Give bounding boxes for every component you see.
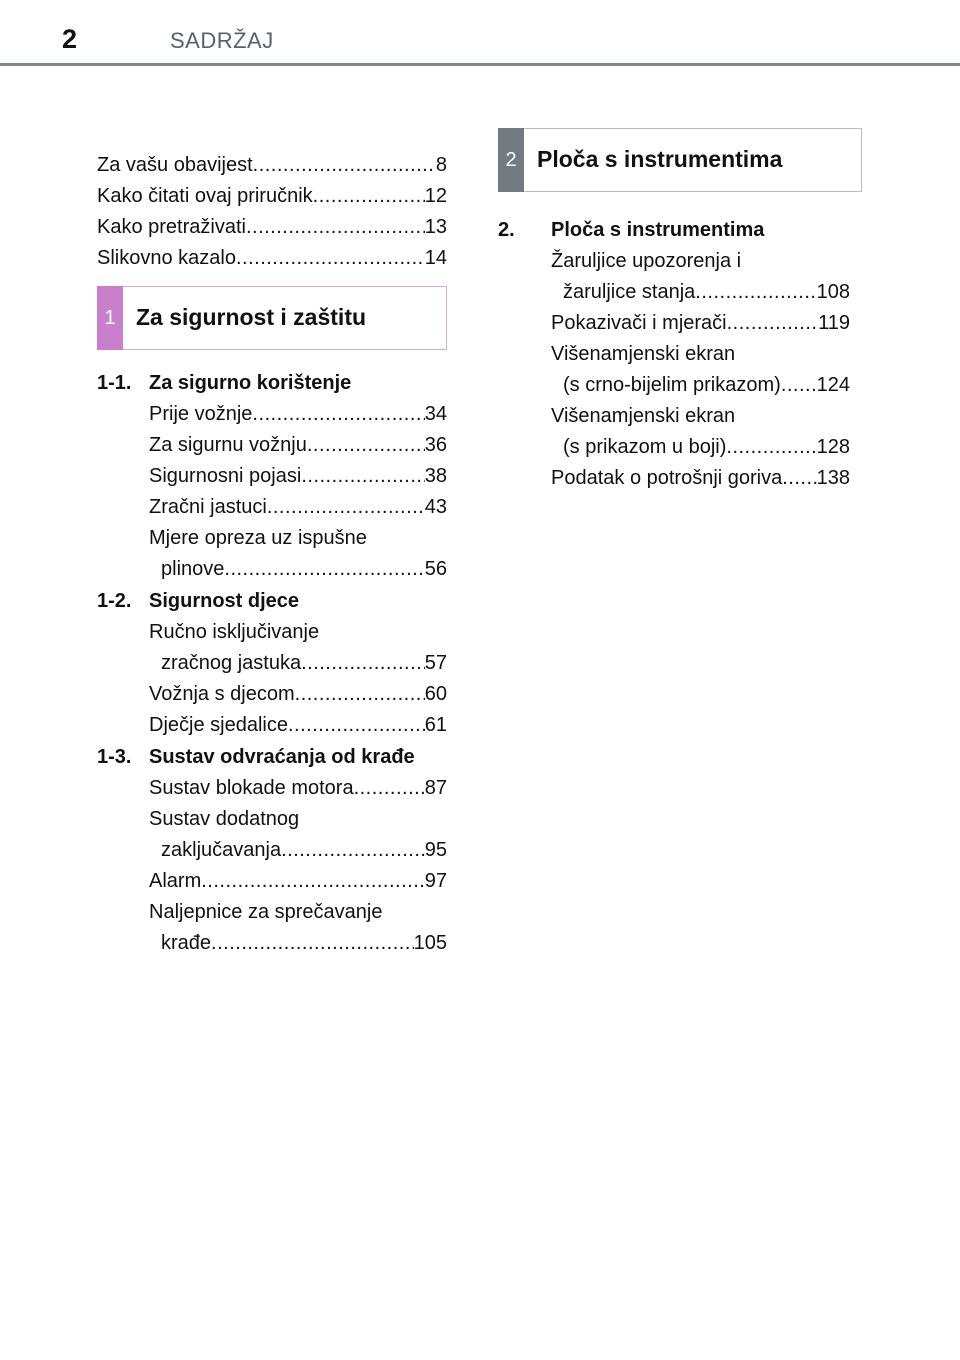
entry-page: 128 <box>816 436 850 458</box>
entry-page: 108 <box>816 281 850 303</box>
entry-page: 95 <box>424 839 447 861</box>
entry-title: Sustav blokade motora <box>149 777 354 799</box>
entry-page: 13 <box>424 216 447 238</box>
dot-leader <box>252 399 424 430</box>
chapter-2-title: Ploča s instrumentima <box>537 146 783 172</box>
section-1-3 <box>97 742 447 959</box>
section-number: 1-3. <box>97 746 132 768</box>
section-title: Ploča s instrumentima <box>551 219 765 241</box>
entry-title: Kako pretraživati <box>97 216 246 238</box>
chapter-2-tab: 2 <box>498 128 524 192</box>
entry-title: Za vašu obavijest <box>97 154 253 176</box>
dot-leader <box>253 150 436 181</box>
dot-leader <box>211 928 414 959</box>
entry-title: Dječje sjedalice <box>149 714 288 736</box>
section-1-1 <box>97 368 447 585</box>
dot-leader <box>313 181 425 212</box>
toc-entry[interactable] <box>149 461 447 492</box>
entry-page: 43 <box>424 496 447 518</box>
toc-entry[interactable] <box>149 897 447 959</box>
dot-leader <box>726 432 816 463</box>
entry-page: 105 <box>413 932 447 954</box>
dot-leader <box>781 370 817 401</box>
toc-entry[interactable] <box>149 866 447 897</box>
entry-page: 56 <box>424 558 447 580</box>
toc-entry[interactable] <box>149 430 447 461</box>
dot-leader <box>782 463 816 494</box>
toc-entry[interactable] <box>149 679 447 710</box>
entry-title: Zračni jastuci <box>149 496 267 518</box>
toc-entry[interactable] <box>149 804 447 866</box>
toc-entry[interactable] <box>149 523 447 585</box>
entry-page: 34 <box>424 403 447 425</box>
entry-title-continuation: plinove <box>161 558 225 580</box>
entry-title: Sigurnosni pojasi <box>149 465 302 487</box>
entry-page: 36 <box>424 434 447 456</box>
dot-leader <box>295 679 425 710</box>
toc-entry[interactable] <box>551 401 850 463</box>
entry-page: 87 <box>424 777 447 799</box>
entry-page: 119 <box>818 312 850 334</box>
chapter-1-title: Za sigurnost i zaštitu <box>136 304 367 330</box>
section-title: Sigurnost djece <box>149 590 300 612</box>
section-number: 2. <box>498 219 515 241</box>
dot-leader <box>281 835 425 866</box>
chapter-1-heading[interactable] <box>97 286 447 350</box>
dot-leader <box>301 461 424 492</box>
entry-page: 61 <box>424 714 447 736</box>
entry-title: Podatak o potrošnji goriva <box>551 467 783 489</box>
dot-leader <box>224 554 424 585</box>
entry-title-continuation: žaruljice stanja <box>563 281 696 303</box>
toc-entry[interactable] <box>149 399 447 430</box>
toc-entry-intro-3[interactable] <box>97 212 447 243</box>
section-heading[interactable] <box>498 215 850 246</box>
entry-page: 12 <box>424 185 447 207</box>
entry-page: 124 <box>816 374 850 396</box>
entry-page: 97 <box>424 870 447 892</box>
entry-title: Pokazivači i mjerači <box>551 312 727 334</box>
entry-title-continuation: zaključavanja <box>161 839 282 861</box>
intro-list <box>97 150 447 274</box>
entry-title: Prije vožnje <box>149 403 253 425</box>
entry-page: 138 <box>816 467 850 489</box>
toc-entry[interactable] <box>149 492 447 523</box>
entry-title-continuation: (s crno-bijelim prikazom) <box>563 374 781 396</box>
toc-entry[interactable] <box>551 463 850 494</box>
dot-leader <box>695 277 816 308</box>
dot-leader <box>236 243 425 274</box>
section-title: Za sigurno korištenje <box>149 372 352 394</box>
entry-title: Slikovno kazalo <box>97 247 236 269</box>
entry-title-continuation: (s prikazom u boji) <box>563 436 727 458</box>
toc-entry[interactable] <box>551 308 850 339</box>
left-column <box>97 150 447 959</box>
dot-leader <box>301 648 425 679</box>
chapter-2-heading[interactable] <box>498 128 862 192</box>
entry-title: Alarm <box>149 870 202 892</box>
section-2 <box>498 215 850 494</box>
section-heading[interactable] <box>97 368 447 399</box>
entry-page: 8 <box>435 154 447 176</box>
section-1-2 <box>97 586 447 741</box>
section-title: Sustav odvraćanja od krađe <box>149 746 415 768</box>
dot-leader <box>246 212 425 243</box>
entry-title: Višenamjenski ekran <box>551 343 736 365</box>
page-title: SADRŽAJ <box>170 28 274 53</box>
right-column <box>498 214 850 494</box>
entry-title: Mjere opreza uz ispušne <box>149 527 367 549</box>
dot-leader <box>727 308 819 339</box>
entry-page: 38 <box>424 465 447 487</box>
dot-leader <box>267 492 425 523</box>
entry-title: Višenamjenski ekran <box>551 405 736 427</box>
toc-entry[interactable] <box>149 617 447 679</box>
toc-entry-intro-4[interactable] <box>97 243 447 274</box>
header-divider <box>0 63 960 66</box>
entry-title: Ručno isključivanje <box>149 621 320 643</box>
toc-entry-intro-1[interactable] <box>97 150 447 181</box>
section-heading[interactable] <box>97 586 447 617</box>
dot-leader <box>354 773 425 804</box>
entry-page: 60 <box>424 683 447 705</box>
page-number: 2 <box>62 24 78 54</box>
page-header <box>0 0 960 66</box>
entry-title: Vožnja s djecom <box>149 683 295 705</box>
dot-leader <box>201 866 425 897</box>
entry-title-continuation: krađe <box>161 932 212 954</box>
entry-title: Kako čitati ovaj priručnik <box>97 185 313 207</box>
toc-entry[interactable] <box>149 773 447 804</box>
entry-page: 57 <box>424 652 447 674</box>
entry-title-continuation: zračnog jastuka <box>161 652 302 674</box>
toc-entry[interactable] <box>551 339 850 401</box>
chapter-1-tab: 1 <box>97 286 123 350</box>
section-number: 1-1. <box>97 372 132 394</box>
dot-leader <box>288 710 425 741</box>
entry-title: Sustav dodatnog <box>149 808 300 830</box>
entry-title: Žaruljice upozorenja i <box>551 250 742 272</box>
entry-page: 14 <box>424 247 447 269</box>
entry-title: Za sigurnu vožnju <box>149 434 307 456</box>
section-heading[interactable] <box>97 742 447 773</box>
entry-title: Naljepnice za sprečavanje <box>149 901 383 923</box>
toc-entry[interactable] <box>551 246 850 308</box>
dot-leader <box>307 430 425 461</box>
toc-entry[interactable] <box>149 710 447 741</box>
toc-entry-intro-2[interactable] <box>97 181 447 212</box>
section-number: 1-2. <box>97 590 132 612</box>
